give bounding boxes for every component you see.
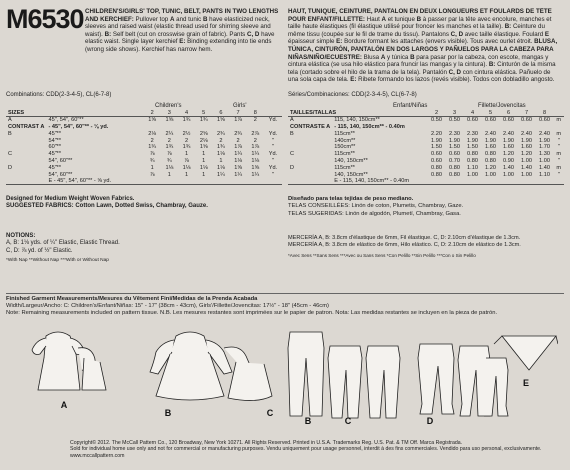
- yardage-cell: [247, 124, 264, 131]
- yardage-cell: 0.60: [467, 117, 478, 124]
- yardage-cell: 1.60: [485, 144, 496, 151]
- notions-title-en: NOTIONS:: [6, 233, 36, 239]
- yardage-cell: Yd.: [268, 164, 278, 171]
- view-d-pants-drawing: [418, 344, 508, 416]
- yardage-cell: 1.10: [467, 164, 478, 171]
- finished-measurements: [6, 293, 564, 317]
- yardage-cell: ": [557, 144, 560, 151]
- fabrics-es-line: TELAS SUGERIDAS: Linón de algodón, Plumetí, Chambray, Gasa.: [288, 210, 461, 217]
- yardage-row: [6, 178, 282, 185]
- yardage-cell: 0.80: [485, 151, 496, 158]
- yardage-cell: E - 115, 140, 150cm** - 0.40m: [332, 178, 427, 185]
- yardage-cell: 1.90: [503, 137, 514, 144]
- yardage-row: [6, 124, 282, 131]
- notions-line-1-en: A, B: 1⅛ yds. of ¼" Elastic, Elastic Thread.: [6, 240, 120, 247]
- combinations-en: Combinations: CDD(2-3-4-5), CL(6-7-8): [6, 92, 112, 98]
- size-header-cell: 4: [178, 110, 195, 117]
- yardage-row: [6, 164, 282, 171]
- yardage-cell: 1⅞: [234, 117, 242, 124]
- group-children-en: Children's: [155, 103, 182, 109]
- yardage-cell: 0.70: [449, 157, 460, 164]
- description-english: CHILDREN'S/GIRLS' TOP, TUNIC, BELT, PANTS IN TWO LENGTHS AND KERCHIEF: Pullover top A and tunic B have elasticized neck, sleeves and raised waist (elastic thread used for shirring sleeve and waist). B: Self belt (cut on crosswise grain of fabric). Pants C, D have elastic waist. Single layer kerchief E: Binding extending into tie ends (wrong side shows). Kerchief has narrow hem.: [85, 8, 279, 53]
- yardage-cell: 1⅞: [234, 144, 242, 151]
- yardage-cell: 1: [219, 157, 223, 164]
- yardage-cell: [6, 144, 46, 151]
- yardage-cell: [6, 137, 46, 144]
- yardage-cell: 1¼: [251, 171, 260, 178]
- yardage-cell: [247, 178, 264, 185]
- yardage-cell: 2: [236, 137, 240, 144]
- yardage-cell: 0.80: [467, 157, 478, 164]
- size-header-cell: 7: [230, 110, 247, 117]
- yardage-cell: 1¼: [234, 171, 242, 178]
- yardage-cell: 115cm**: [334, 130, 355, 137]
- yardage-cell: ": [271, 157, 274, 164]
- yardage-cell: [230, 178, 247, 185]
- yardage-cell: 1¾: [199, 117, 208, 124]
- footer-line-2: Sold for individual home use only and not for commercial or manufacturing purposes. Vendu uniquement pour usage personnel, interdit à des fins commerciales. Vendido para uso personal, exclusivamente. www.mccallpattern.com: [70, 446, 542, 459]
- yardage-cell: 1: [167, 171, 171, 178]
- yardage-cell: 1.20: [521, 151, 532, 158]
- yardage-cell: [482, 124, 500, 131]
- yardage-cell: Yd.: [268, 151, 278, 158]
- yardage-cell: A: [290, 117, 294, 124]
- yardage-cell: ⅞: [184, 157, 189, 164]
- yardage-cell: 1.40: [503, 164, 514, 171]
- yardage-cell: [212, 124, 229, 131]
- yardage-cell: m: [556, 151, 562, 158]
- yardage-cell: 1⅛: [182, 164, 191, 171]
- group-children-es: Enfant/Niñas: [393, 103, 428, 109]
- yardage-cell: 0.60: [449, 151, 460, 158]
- yardage-cell: 0.60: [521, 117, 532, 124]
- size-header-cell: SIZES: [6, 110, 144, 117]
- yardage-cell: 2: [253, 117, 257, 124]
- yardage-row: [6, 117, 282, 124]
- yardage-cell: [264, 124, 282, 131]
- yardage-cell: 115cm**: [334, 151, 355, 158]
- yardage-cell: [554, 178, 565, 185]
- size-header-cell: [554, 110, 565, 117]
- yardage-cell: 1.20: [503, 151, 514, 158]
- yardage-cell: 2.30: [449, 130, 460, 137]
- yardage-cell: 1: [202, 171, 206, 178]
- yardage-cell: 1.50: [431, 144, 442, 151]
- size-header-cell: 6: [500, 110, 518, 117]
- yardage-cell: D: [8, 164, 13, 171]
- yardage-cell: 1.60: [503, 144, 514, 151]
- yardage-cell: 45"**: [48, 164, 62, 171]
- yardage-cell: 1¾: [182, 144, 191, 151]
- yardage-cell: 2.30: [467, 130, 478, 137]
- yardage-cell: [554, 124, 565, 131]
- size-header-row: [6, 110, 282, 117]
- pattern-number: M6530: [6, 4, 84, 34]
- yardage-cell: E - 45", 54", 60"** - ⅝ yd.: [46, 178, 143, 185]
- notions-line-2-en: C, D: ⅞ yd. of ½" Elastic.: [6, 247, 73, 254]
- yardage-cell: 150cm**: [334, 144, 356, 151]
- yardage-cell: [446, 178, 464, 185]
- yardage-cell: - 115, 140, 150cm** - 0.40m: [334, 123, 405, 130]
- yardage-cell: 1.20: [485, 164, 496, 171]
- yardage-row: [288, 171, 564, 178]
- size-header-cell: 8: [536, 110, 554, 117]
- yardage-cell: [288, 158, 332, 165]
- yardage-cell: [464, 124, 482, 131]
- yardage-cell: ": [557, 137, 560, 144]
- yardage-cell: [446, 124, 464, 131]
- yardage-cell: 1.00: [521, 171, 532, 178]
- yardage-cell: 1.60: [521, 144, 532, 151]
- yardage-cell: [230, 124, 247, 131]
- notions-en: [6, 233, 276, 265]
- yardage-cell: ¾: [167, 157, 172, 164]
- yardage-cell: [178, 124, 195, 131]
- fabrics-fr: TELAS CONSEILLÉES: Linón de coton, Plumetis, Chambray, Gaze.: [288, 203, 464, 210]
- yardage-cell: 0.60: [503, 117, 514, 124]
- yardage-row: [6, 158, 282, 165]
- combinations-es: Séries/Combinaciones: CDD(2-3-4-5), CL(6-7-8): [288, 92, 417, 98]
- view-label-b: B: [164, 408, 172, 418]
- yardage-cell: 1¼: [217, 171, 225, 178]
- copyright-footer: [70, 440, 565, 459]
- yardage-cell: 1: [184, 171, 189, 178]
- yardage-cell: C: [8, 151, 13, 158]
- yardage-cell: - 45", 54", 60"** - ⅛ yd.: [48, 123, 109, 130]
- designed-for-en: Designed for Medium Weight Woven Fabrics.: [6, 196, 135, 202]
- yardage-cell: ⅞: [167, 151, 172, 158]
- yardage-cell: CONTRAST A: [8, 123, 45, 130]
- mercery-es: [288, 235, 564, 259]
- yardage-cell: 1⅛: [165, 164, 174, 171]
- yardage-cell: m: [556, 130, 562, 137]
- yardage-cell: 2½: [182, 130, 191, 137]
- yardage-cell: 2¾: [234, 130, 242, 137]
- yardage-table-en: [6, 110, 282, 185]
- yardage-cell: ": [557, 157, 560, 164]
- yardage-cell: 1⅛: [217, 151, 225, 158]
- yardage-cell: D: [290, 164, 295, 171]
- yardage-cell: 60"**: [48, 144, 62, 151]
- view-label-c: C: [266, 408, 274, 418]
- yardage-cell: 2.40: [485, 130, 496, 137]
- yardage-cell: m: [556, 117, 562, 124]
- yardage-cell: 1: [202, 157, 206, 164]
- yardage-cell: 1⅝: [234, 164, 242, 171]
- yardage-cell: [288, 171, 332, 178]
- yardage-cell: 0.60: [485, 117, 496, 124]
- suggested-fabrics-en: SUGGESTED FABRICS: Cotton Lawn, Dotted Swiss, Chambray, Gauze.: [6, 203, 208, 210]
- yardage-table-es: [288, 110, 564, 185]
- yardage-cell: 2⅛: [148, 130, 157, 137]
- yardage-cell: ": [271, 144, 274, 151]
- nap-legend-es: *Avec Sens **Sans Sens ***Avec ou Sans Sens *Con Pelillo **Sin Pelillo ***Con o Sin Pelillo: [288, 252, 476, 258]
- yardage-cell: 0.50: [449, 117, 460, 124]
- yardage-cell: [428, 124, 446, 131]
- yardage-cell: 2⅛: [199, 137, 208, 144]
- size-header-row: [288, 110, 564, 117]
- yardage-cell: 1¼: [251, 151, 260, 158]
- yardage-cell: 2⅝: [199, 130, 208, 137]
- view-b-tunic-drawing: [150, 332, 272, 401]
- yardage-cell: [6, 178, 46, 185]
- yardage-cell: C: [290, 151, 295, 158]
- yardage-cell: 1.70: [539, 144, 550, 151]
- yardage-cell: 2⅞: [251, 130, 260, 137]
- yardage-cell: 0.60: [539, 117, 550, 124]
- group-girls-en: Girls': [233, 103, 247, 109]
- yardage-cell: 0.80: [431, 164, 442, 171]
- yardage-cell: 1¾: [217, 144, 225, 151]
- garment-illustrations: [28, 318, 558, 426]
- yardage-cell: ": [271, 137, 274, 144]
- view-label-e: E: [522, 378, 530, 388]
- yardage-cell: [178, 178, 195, 185]
- yardage-cell: [144, 124, 161, 131]
- yardage-cell: 54", 60"**: [48, 171, 73, 178]
- yardage-cell: [161, 124, 178, 131]
- yardage-cell: 1⅛: [217, 164, 225, 171]
- yardage-cell: 0.60: [431, 157, 442, 164]
- yardage-cell: 0.90: [503, 157, 514, 164]
- yardage-cell: B: [8, 130, 12, 137]
- fabrics-en: [6, 196, 276, 211]
- yardage-cell: 0.60: [431, 151, 442, 158]
- size-header-cell: [264, 110, 282, 117]
- yardage-cell: 2: [167, 137, 171, 144]
- yardage-cell: m: [556, 164, 562, 171]
- yardage-cell: 1⅛: [234, 157, 242, 164]
- yardage-cell: Yd.: [268, 130, 278, 137]
- yardage-cell: 1⅛: [199, 164, 208, 171]
- yardage-cell: 45"**: [48, 151, 62, 158]
- finished-width: Width/Largeur/Ancho: C: Children's/Enfant/Niñas: 15" - 17" (38cm - 43cm), Girls'/Fillette/Jovencitas: 17½" - 18" (45cm - 46cm): [6, 303, 329, 309]
- yardage-cell: 1.00: [485, 171, 496, 178]
- view-a-top-drawing: [32, 332, 106, 390]
- yardage-cell: 140, 150cm**: [334, 157, 368, 164]
- yardage-cell: [264, 178, 282, 185]
- yardage-cell: 1.40: [539, 164, 550, 171]
- yardage-cell: 2.40: [521, 130, 532, 137]
- view-c-pants-drawing: [288, 332, 400, 418]
- yardage-cell: [288, 178, 332, 185]
- yardage-cell: [482, 178, 500, 185]
- yardage-cell: 1⅞: [251, 144, 260, 151]
- yardage-cell: 45", 54", 60"**: [48, 117, 84, 124]
- yardage-cell: Yd.: [268, 117, 278, 124]
- yardage-row: [288, 137, 564, 144]
- yardage-cell: 1¼: [234, 151, 242, 158]
- yardage-cell: 1.90: [449, 137, 460, 144]
- yardage-cell: 45"**: [48, 130, 62, 137]
- size-header-cell: 3: [446, 110, 464, 117]
- yardage-row: [288, 144, 564, 151]
- yardage-cell: 115cm**: [334, 164, 355, 171]
- yardage-cell: 54"**: [48, 137, 62, 144]
- yardage-cell: 1: [184, 151, 189, 158]
- size-header-cell: 8: [247, 110, 264, 117]
- yardage-cell: 2: [150, 137, 154, 144]
- yardage-cell: 1⅝: [148, 117, 157, 124]
- view-label-a: A: [60, 400, 68, 410]
- size-header-cell: 2: [428, 110, 446, 117]
- yardage-cell: 1.50: [449, 144, 460, 151]
- yardage-row: [6, 144, 282, 151]
- yardage-cell: [288, 137, 332, 144]
- yardage-cell: 1.40: [521, 164, 532, 171]
- yardage-cell: 1⅝: [165, 117, 174, 124]
- finished-title: Finished Garment Measurements/Mesures du Vêtement Fini/Medidas de la Prenda Acabada: [6, 296, 258, 302]
- yardage-row: [288, 178, 564, 185]
- yardage-cell: [518, 178, 536, 185]
- yardage-row: [288, 130, 564, 137]
- yardage-cell: ": [271, 171, 274, 178]
- yardage-cell: [6, 171, 46, 178]
- yardage-cell: 2¼: [165, 130, 174, 137]
- yardage-cell: [6, 158, 46, 165]
- yardage-cell: 1.90: [467, 137, 478, 144]
- yardage-cell: 1.00: [539, 157, 550, 164]
- yardage-cell: [195, 124, 212, 131]
- yardage-cell: 2.40: [539, 130, 550, 137]
- yardage-cell: 1⅛: [251, 157, 260, 164]
- yardage-row: [288, 124, 564, 131]
- yardage-cell: [428, 178, 446, 185]
- yardage-cell: [518, 124, 536, 131]
- size-header-cell: 4: [464, 110, 482, 117]
- yardage-cell: 0.50: [431, 117, 442, 124]
- finished-note: Note: Remaining measurements included on pattern tissue. N.B. Les mesures restantes sont imprimées sur le papier de patron. Nota: Las medidas restantes se incluyen en la pieza de patrón.: [6, 310, 498, 316]
- description-french-spanish: HAUT, TUNIQUE, CEINTURE, PANTALON EN DEUX LONGUEURS ET FOULARDS DE TÊTE POUR ENFANT/FILLETTE: Haut A et tunique B à passer par la tête avec encolure, manches et taille haute élastiques (fil élastique utilisé pour froncer les manches et la taille). B: Ceinture du même tissu (coupée sur le fil de trame du tissu). Pantalons C, D avec taille élastique. Foulard E épaisseur simple E: Bordure formant les attaches (envers visible). Tous avec ourlet étroit. BLUSA, TÚNICA, CINTURÓN, PANTALÓN EN DOS LARGOS Y PAÑUELOS PARA LA CABEZA PARA NIÑAS/NIÑO/ECUESTRE: Blusa A y túnica B para pasar por la cabeza, con escote, mangas y cintura elástica (se usa hilo elástico para fruncir las mangas y la cintura). B: Cinturón de la misma tela (cortado sobre el hilo de la trama de la tela). Pantalón C, D con cintura elástica. Pañuelo de una sola capa de tela. E: Ribete formando los lazos (revés visible). Todos con dobladillo angosto.: [288, 8, 558, 83]
- yardage-cell: 1.00: [521, 157, 532, 164]
- yardage-cell: 0.80: [485, 157, 496, 164]
- yardage-cell: 1.90: [521, 137, 532, 144]
- yardage-cell: 1¾: [165, 144, 174, 151]
- view-label-c-2: C: [344, 416, 352, 426]
- yardage-cell: 0.80: [449, 164, 460, 171]
- yardage-cell: 1⅝: [251, 164, 260, 171]
- size-header-cell: 2: [144, 110, 161, 117]
- yardage-cell: 115, 140, 150cm**: [334, 117, 380, 124]
- size-header-cell: 5: [195, 110, 212, 117]
- yardage-cell: 1⅝: [199, 144, 208, 151]
- yardage-cell: 1.90: [431, 137, 442, 144]
- yardage-row: [288, 151, 564, 158]
- group-girls-es: Fillette/Jovencitas: [478, 103, 526, 109]
- yardage-cell: ": [557, 171, 560, 178]
- yardage-cell: 2.20: [431, 130, 442, 137]
- mercery-line-1: MERCERÍA A, B: 3.8cm d'élastique de 6mm, Fil élastique. C, D: 2.10cm d'élastique de 1.3cm.: [288, 235, 521, 241]
- yardage-cell: [195, 178, 212, 185]
- yardage-row: [288, 117, 564, 124]
- yardage-cell: B: [290, 130, 294, 137]
- footer-line-1: Copyright© 2012. The McCall Pattern Co., 120 Broadway, New York 10271. All Rights Reserved. Printed in U.S.A. Trademarks Reg. U.S. Pat. & TM Off. Marca Registrada.: [70, 440, 463, 446]
- yardage-cell: 140cm**: [334, 137, 356, 144]
- yardage-cell: 0.80: [467, 151, 478, 158]
- size-header-cell: TAILLES/TALLAS: [288, 110, 428, 117]
- view-label-d: D: [426, 416, 434, 426]
- yardage-cell: 1¾: [148, 144, 157, 151]
- size-header-cell: 6: [212, 110, 229, 117]
- yardage-cell: [536, 124, 554, 131]
- yardage-cell: [144, 178, 161, 185]
- yardage-cell: 2: [253, 137, 257, 144]
- yardage-cell: 1.30: [539, 151, 550, 158]
- yardage-row: [6, 171, 282, 178]
- yardage-cell: 1.90: [539, 137, 550, 144]
- yardage-cell: 140, 150cm**: [334, 171, 368, 178]
- yardage-row: [6, 151, 282, 158]
- yardage-cell: 1⅝: [217, 117, 225, 124]
- yardage-cell: 1: [202, 151, 206, 158]
- yardage-cell: 1.10: [539, 171, 550, 178]
- view-label-b-2: B: [304, 416, 312, 426]
- yardage-cell: 2: [219, 137, 223, 144]
- nap-legend-en: *With Nap **Without Nap ***With or Without Nap: [6, 258, 109, 264]
- yardage-row: [288, 164, 564, 171]
- yardage-cell: A: [8, 117, 12, 124]
- yardage-row: [6, 137, 282, 144]
- yardage-cell: [464, 178, 482, 185]
- yardage-cell: [500, 124, 518, 131]
- yardage-cell: [288, 144, 332, 151]
- yardage-cell: 1.90: [485, 137, 496, 144]
- yardage-cell: 1: [150, 164, 154, 171]
- yardage-cell: ¾: [149, 157, 155, 164]
- size-header-cell: 5: [482, 110, 500, 117]
- yardage-cell: [536, 178, 554, 185]
- yardage-cell: 1.00: [503, 171, 514, 178]
- yardage-cell: 0.80: [449, 171, 460, 178]
- yardage-cell: 2.40: [503, 130, 514, 137]
- yardage-cell: [500, 178, 518, 185]
- yardage-cell: ⅞: [149, 171, 155, 178]
- yardage-cell: [212, 178, 229, 185]
- yardage-cell: [161, 178, 178, 185]
- size-header-cell: 7: [518, 110, 536, 117]
- mercery-line-2: MERCERÍA A, B: 3.8cm de elástico de 6mm, Hilo elástico. C, D: 2.10cm de elástico de 1.3cm.: [288, 242, 521, 249]
- yardage-row: [6, 130, 282, 137]
- yardage-cell: 1¾: [182, 117, 191, 124]
- fabrics-es: [288, 196, 564, 218]
- yardage-cell: 1.50: [467, 144, 478, 151]
- yardage-cell: 2¾: [217, 130, 225, 137]
- yardage-cell: 2: [184, 137, 189, 144]
- size-header-cell: 3: [161, 110, 178, 117]
- yardage-row: [288, 158, 564, 165]
- yardage-cell: 0.80: [431, 171, 442, 178]
- yardage-cell: ⅞: [149, 151, 155, 158]
- yardage-cell: 1.00: [467, 171, 478, 178]
- designed-for-es: Diseñado para telas tejidas de peso mediano.: [288, 196, 414, 202]
- yardage-cell: 54", 60"**: [48, 157, 73, 164]
- yardage-cell: CONTRASTE A: [290, 123, 331, 130]
